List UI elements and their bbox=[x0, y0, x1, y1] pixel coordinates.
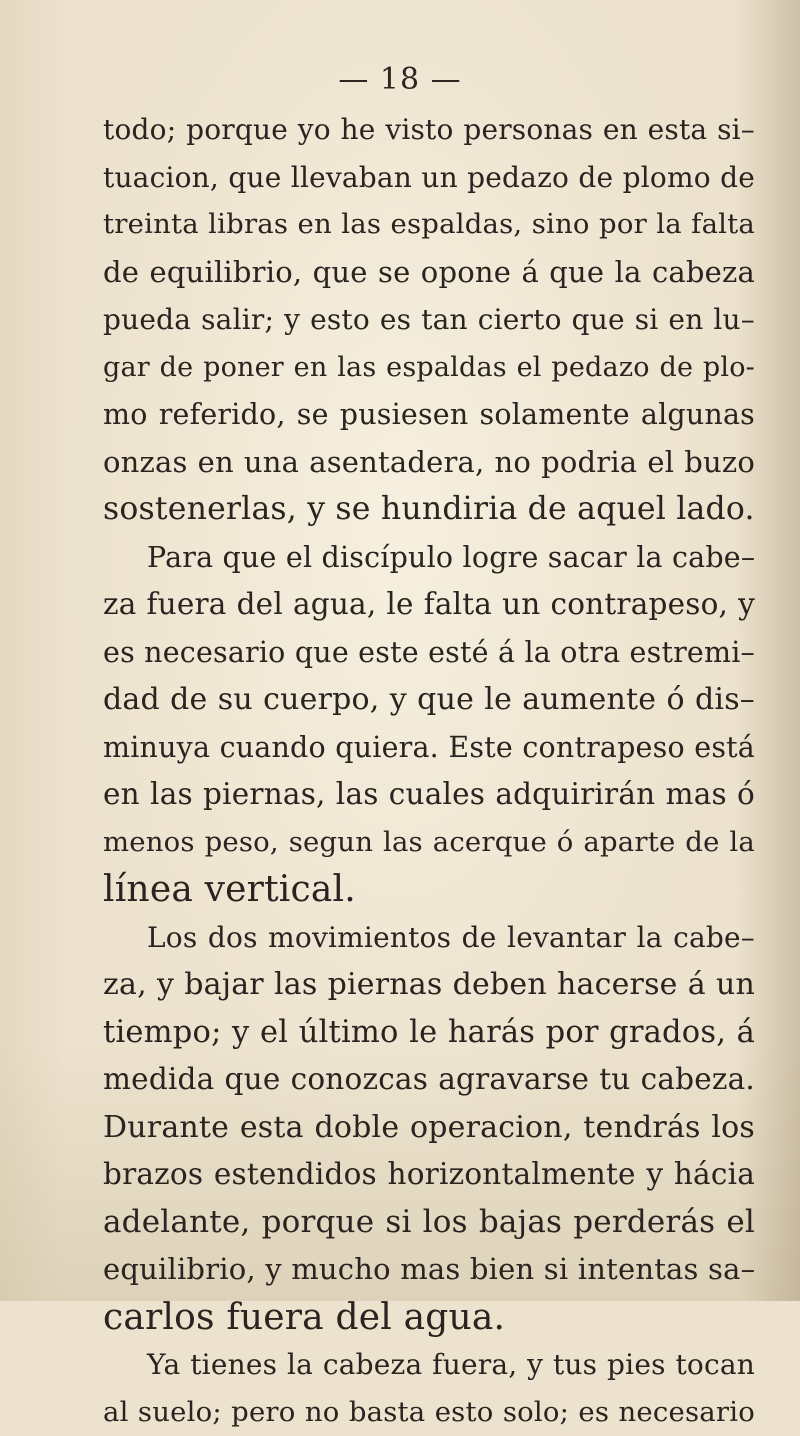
text-line: pueda salir; y esto es tan cierto que si en lu– bbox=[103, 296, 755, 344]
text-line: minuya cuando quiera. Este contrapeso está bbox=[103, 724, 755, 772]
text-line: brazos estendidos horizontalmente y hácia bbox=[103, 1151, 755, 1199]
text-line: adelante, porque si los bajas perderás el bbox=[103, 1199, 755, 1247]
text-line: en las piernas, las cuales adquirirán mas ó bbox=[103, 771, 755, 819]
text-line: menos peso, segun las acerque ó aparte de la bbox=[103, 819, 755, 867]
text-line: tuacion, que llevaban un pedazo de plomo de bbox=[103, 154, 755, 202]
text-line: treinta libras en las espaldas, sino por la falta bbox=[103, 201, 755, 249]
text-line: de equilibrio, que se opone á que la cabeza bbox=[103, 249, 755, 297]
text-line: onzas en una asentadera, no podria el buzo bbox=[103, 439, 755, 487]
text-line: es necesario que este esté á la otra estremi– bbox=[103, 629, 755, 677]
text-line: za fuera del agua, le falta un contrapeso, y bbox=[103, 581, 755, 629]
text-line: Para que el discípulo logre sacar la cabe– bbox=[103, 534, 755, 582]
text-line: al suelo; pero no basta esto solo; es necesario bbox=[103, 1389, 755, 1436]
text-line: dad de su cuerpo, y que le aumente ó dis– bbox=[103, 676, 755, 724]
text-line: medida que conozcas agravarse tu cabeza. bbox=[103, 1056, 755, 1104]
text-line: todo; porque yo he visto personas en esta si– bbox=[103, 106, 755, 154]
text-line: tiempo; y el último le harás por grados, á bbox=[103, 1009, 755, 1057]
text-line: sostenerlas, y se hundiria de aquel lado. bbox=[103, 486, 755, 534]
text-line: Durante esta doble operacion, tendrás los bbox=[103, 1104, 755, 1152]
text-line: gar de poner en las espaldas el pedazo de plo- bbox=[103, 344, 755, 392]
body-text bbox=[103, 106, 755, 1436]
text-line: equilibrio, y mucho mas bien si intentas sa– bbox=[103, 1246, 755, 1294]
text-line: Los dos movimientos de levantar la cabe– bbox=[103, 914, 755, 962]
text-line: mo referido, se pusiesen solamente algunas bbox=[103, 391, 755, 439]
text-line: línea vertical. bbox=[103, 866, 755, 914]
text-line: Ya tienes la cabeza fuera, y tus pies tocan bbox=[103, 1341, 755, 1389]
page-number: — 18 — bbox=[0, 62, 800, 98]
text-line: carlos fuera del agua. bbox=[103, 1294, 755, 1342]
text-line: za, y bajar las piernas deben hacerse á un bbox=[103, 961, 755, 1009]
